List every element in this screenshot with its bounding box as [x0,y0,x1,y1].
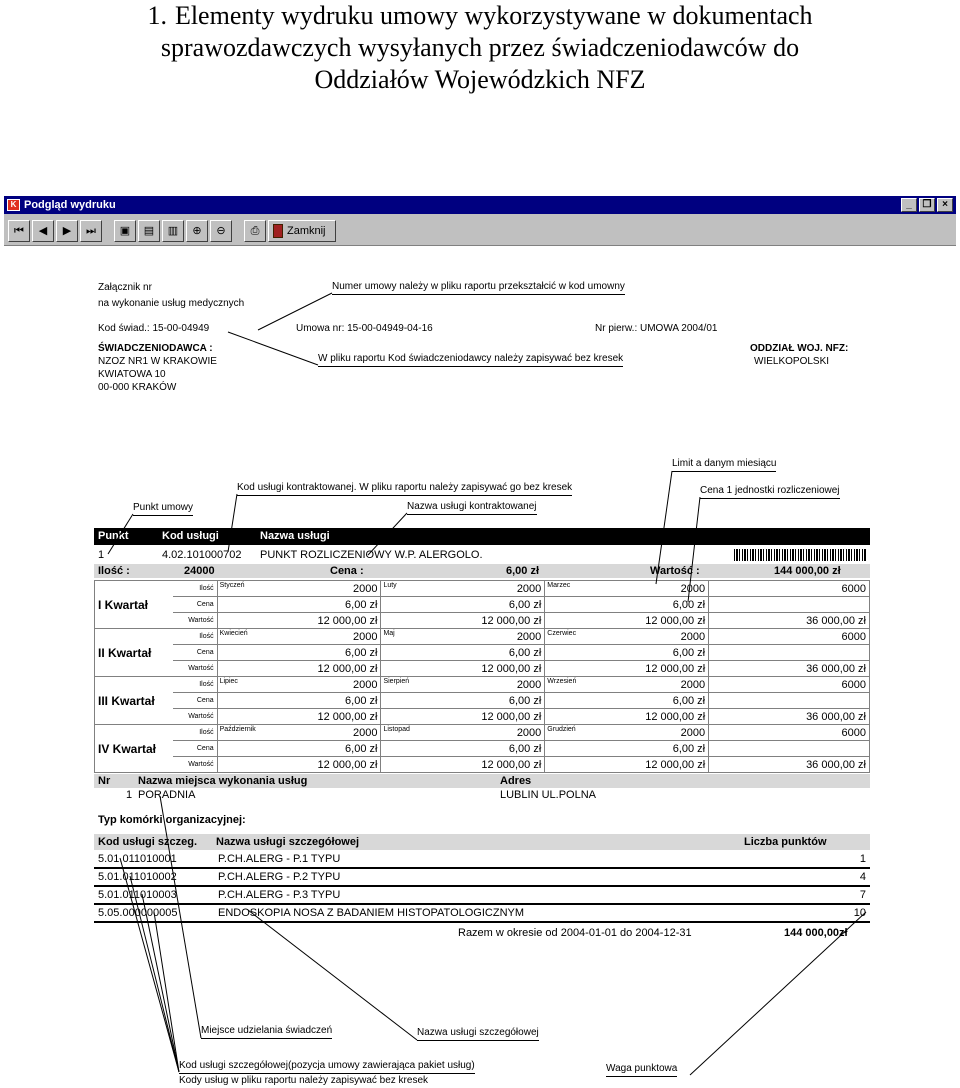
period-label: Razem w okresie od 2004-01-01 do 2004-12-31 [458,927,692,939]
month-cell [217,693,381,709]
annotation-points-weight: Waga punktowa [606,1063,677,1077]
quarter-sum [709,741,870,757]
detail-col-name: Nazwa usługi szczegółowej [216,836,360,848]
page-width-icon[interactable]: ▤ [138,220,160,242]
heading-line-1-text: Elementy wydruku umowy wykorzystywane w dokumentach [174,1,813,30]
measure-label: Wartość [173,661,217,677]
qty-value: 24000 [184,565,215,577]
month-name: Wrzesień [547,678,577,685]
preview-toolbar [4,218,956,244]
month-value: 12 000,00 zł [317,710,378,723]
quarter-row [95,581,870,597]
month-value: 12 000,00 zł [481,614,542,627]
month-name: Grudzień [547,726,576,733]
detail-code: 5.01.011010001 [94,850,214,868]
zoom-in-icon[interactable]: ⊕ [186,220,208,242]
minimize-button[interactable]: _ [901,198,917,212]
quarter-row [95,741,870,757]
month-value: 6,00 zł [345,694,378,707]
month-cell [381,597,545,613]
measure-label: Ilość [173,677,217,693]
value-label: Wartość : [650,565,700,577]
heading-number: 1. [147,1,167,30]
month-value: 6,00 zł [672,694,706,707]
quarter-row [95,709,870,725]
detail-points: 4 [790,868,870,886]
month-value: 6,00 zł [345,646,378,659]
measure-label: Wartość [173,613,217,629]
month-value: 12 000,00 zł [317,758,378,771]
month-value: 6,00 zł [345,742,378,755]
month-cell [545,757,709,773]
month-value: 2000 [352,726,378,739]
annotation-detail-code: Kod usługi szczegółowej(pozycja umowy zawierająca pakiet usług) [179,1060,475,1074]
month-cell [545,741,709,757]
quarter-sum: 36 000,00 zł [709,709,870,725]
measure-label: Ilość [173,629,217,645]
detail-col-code: Kod usługi szczeg. [98,836,198,848]
month-value: 2000 [680,678,706,691]
window-titlebar [4,196,956,214]
month-name: Marzec [547,582,571,589]
service-point: 1 [98,549,105,561]
subject-label: na wykonanie usług medycznych [98,298,245,309]
month-value: 12 000,00 zł [481,710,542,723]
detail-points: 10 [790,904,870,922]
month-value: 6,00 zł [345,598,378,611]
month-cell [217,613,381,629]
month-cell [381,757,545,773]
quarter-row [95,693,870,709]
measure-label: Cena [173,693,217,709]
month-cell [381,581,545,597]
quarter-row [95,597,870,613]
detail-name: P.CH.ALERG - P.1 TYPU [214,850,790,868]
period-total: 144 000,00zł [784,927,848,939]
place-col-nr: Nr [98,775,111,787]
quarter-sum: 36 000,00 zł [709,613,870,629]
month-cell [381,661,545,677]
contract-number: Umowa nr: 15-00-04949-04-16 [296,323,433,334]
value-value: 144 000,00 zł [774,565,841,577]
provider-label: ŚWIADCZENIODAWCA : [98,343,213,354]
measure-label: Cena [173,741,217,757]
quarter-row [95,757,870,773]
month-value: 12 000,00 zł [317,662,378,675]
detail-name: ENDOSKOPIA NOSA Z BADANIEM HISTOPATOLOGICZNYM [214,904,790,922]
print-icon[interactable]: ⎙ [244,220,266,242]
month-value: 12 000,00 zł [481,662,542,675]
quarter-sum [709,693,870,709]
month-cell [217,741,381,757]
month-cell [545,645,709,661]
places-header [94,774,870,788]
month-cell [545,629,709,645]
annotation-monthly-limit: Limit a danym miesiącu [672,458,776,472]
window-controls [901,198,953,212]
month-value: 12 000,00 zł [645,614,706,627]
annotation-service-name: Nazwa usługi kontraktowanej [407,501,537,515]
quarter-row [95,725,870,741]
heading-line-1 [0,0,960,32]
prev-page-icon[interactable]: ◀ [32,220,54,242]
measure-label: Wartość [173,757,217,773]
detail-code: 5.01.011010003 [94,886,214,904]
place-name: PORADNIA [138,789,196,801]
next-page-icon[interactable]: ▶ [56,220,78,242]
month-cell [381,645,545,661]
door-icon [273,224,283,238]
month-value: 2000 [680,630,706,643]
month-value: 6,00 zł [672,742,706,755]
month-cell [545,693,709,709]
quarter-sum [709,645,870,661]
month-cell [381,629,545,645]
detail-col-points: Liczba punktów [744,836,827,848]
column-name: Nazwa usługi [260,530,330,542]
barcode [734,549,866,561]
month-cell [217,645,381,661]
quarter-row [95,645,870,661]
month-value: 2000 [680,582,706,595]
month-value: 2000 [516,678,542,691]
month-value: 2000 [352,582,378,595]
month-name: Październik [219,726,256,733]
period-total-row [94,926,870,940]
document-heading [0,0,960,96]
month-cell [545,581,709,597]
service-name: PUNKT ROZLICZENIOWY W.P. ALERGOLO. [260,549,483,561]
quarter-sum: 36 000,00 zł [709,661,870,677]
annotation-unit-price: Cena 1 jednostki rozliczeniowej [700,485,840,499]
month-cell [381,725,545,741]
annotation-provider-code: W pliku raportu Kod świadczeniodawcy należy zapisywać bez kresek [318,353,623,367]
leader-provider-code [228,332,318,365]
month-name: Listopad [383,726,410,733]
quarter-label: III Kwartał [95,677,173,725]
service-row [94,548,870,562]
detail-row [94,850,870,868]
annotation-detail-name: Nazwa usługi szczegółowej [417,1027,539,1041]
month-cell [545,677,709,693]
month-name: Maj [383,630,395,637]
month-name: Sierpień [383,678,410,685]
branch-name: WIELKOPOLSKI [754,356,830,367]
price-value: 6,00 zł [506,565,540,577]
annotation-detail-code-note: Kody usług w pliku raportu należy zapisywać bez kresek [179,1075,429,1086]
price-label: Cena : [330,565,364,577]
detail-row [94,868,870,886]
first-number: Nr pierw.: UMOWA 2004/01 [595,323,718,334]
provider-name: NZOZ NR1 W KRAKOWIE [98,356,217,367]
month-cell [545,661,709,677]
month-value: 6,00 zł [672,646,706,659]
month-cell [545,613,709,629]
annex-label: Załącznik nr [98,282,152,293]
details-table [94,850,870,923]
qty-label: Ilość : [98,565,130,577]
month-value: 2000 [680,726,706,739]
month-value: 2000 [352,678,378,691]
month-cell [381,741,545,757]
month-cell [217,757,381,773]
close-window-button[interactable]: × [937,198,953,212]
month-cell [545,709,709,725]
month-cell [381,693,545,709]
service-code: 4.02.101000702 [162,549,242,561]
month-value: 12 000,00 zł [481,758,542,771]
zoom-out-icon[interactable]: ⊖ [210,220,232,242]
annotation-service-code: Kod usługi kontraktowanej. W pliku raportu należy zapisywać go bez kresek [237,482,572,496]
report-column-header [94,528,870,545]
quarter-sum: 6000 [709,677,870,693]
month-cell [217,709,381,725]
month-value: 2000 [516,726,542,739]
month-value: 12 000,00 zł [645,662,706,675]
measure-label: Ilość [173,581,217,597]
quarter-label: IV Kwartał [95,725,173,773]
annotation-contract-point: Punkt umowy [133,502,193,516]
place-nr: 1 [126,789,133,801]
quarter-sum: 6000 [709,581,870,597]
month-name: Lipiec [219,678,238,685]
measure-label: Wartość [173,709,217,725]
month-cell [545,597,709,613]
totals-row [94,564,870,578]
month-value: 2000 [352,630,378,643]
column-code: Kod usługi [162,530,219,542]
month-cell [217,677,381,693]
quarter-label: I Kwartał [95,581,173,629]
detail-points: 1 [790,850,870,868]
detail-points: 7 [790,886,870,904]
place-col-name: Nazwa miejsca wykonania usług [138,775,308,787]
measure-label: Ilość [173,725,217,741]
quarter-label: II Kwartał [95,629,173,677]
provider-code: Kod świad.: 15-00-04949 [98,323,210,334]
month-cell [381,677,545,693]
month-value: 6,00 zł [672,598,706,611]
annotation-contract-number: Numer umowy należy w pliku raportu przekształcić w kod umowny [332,281,625,295]
month-value: 12 000,00 zł [645,710,706,723]
month-value: 12 000,00 zł [645,758,706,771]
month-cell [217,725,381,741]
month-value: 6,00 zł [508,598,542,611]
month-value: 6,00 zł [508,742,542,755]
detail-row [94,904,870,922]
detail-code: 5.01.011010002 [94,868,214,886]
measure-label: Cena [173,645,217,661]
quarter-row [95,677,870,693]
unit-type-label: Typ komórki organizacyjnej: [98,814,246,826]
month-name: Luty [383,582,397,589]
month-value: 2000 [516,582,542,595]
whole-page-icon[interactable]: ▣ [114,220,136,242]
quarter-sum: 6000 [709,725,870,741]
heading-line-2: sprawozdawczych wysyłanych przez świadczeniodawców do [160,33,800,62]
heading-line-3: Oddziałów Wojewódzkich NFZ [314,65,646,94]
quarter-row [95,661,870,677]
close-preview-button[interactable] [268,220,336,242]
place-col-address: Adres [500,775,532,787]
quarter-row [95,629,870,645]
month-cell [217,597,381,613]
preview-window [4,196,956,246]
column-point: Punkt [98,530,129,542]
annotation-place: Miejsce udzielania świadczeń [201,1025,332,1039]
close-preview-label: Zamknij [287,225,326,237]
app-icon: K [7,199,20,211]
branch-label: ODDZIAŁ WOJ. NFZ: [750,343,849,354]
last-page-icon[interactable]: ⏭ [80,220,102,242]
month-value: 6,00 zł [508,646,542,659]
provider-street: KWIATOWA 10 [98,369,166,380]
month-value: 12 000,00 zł [317,614,378,627]
quarter-row [95,613,870,629]
month-name: Kwiecień [219,630,248,637]
first-page-icon[interactable]: ⏮ [8,220,30,242]
month-cell [217,661,381,677]
detail-name: P.CH.ALERG - P.2 TYPU [214,868,790,886]
quarter-sum [709,597,870,613]
month-cell [545,725,709,741]
month-name: Styczeń [219,582,245,589]
window-title: Podgląd wydruku [24,199,116,211]
month-value: 2000 [516,630,542,643]
month-cell [381,613,545,629]
place-address: LUBLIN UL.POLNA [500,789,596,801]
details-header [94,834,870,850]
month-cell [217,629,381,645]
measure-label: Cena [173,597,217,613]
restore-button[interactable]: ❐ [919,198,935,212]
quarter-sum: 36 000,00 zł [709,757,870,773]
month-cell [381,709,545,725]
provider-city: 00-000 KRAKÓW [98,382,177,393]
detail-code: 5.05.000000005 [94,904,214,922]
month-cell [217,581,381,597]
place-row [94,788,870,802]
quarter-sum: 6000 [709,629,870,645]
detail-name: P.CH.ALERG - P.3 TYPU [214,886,790,904]
month-value: 6,00 zł [508,694,542,707]
two-pages-icon[interactable]: ▥ [162,220,184,242]
detail-row [94,886,870,904]
quarter-table [94,580,870,773]
month-name: Czerwiec [547,630,577,637]
